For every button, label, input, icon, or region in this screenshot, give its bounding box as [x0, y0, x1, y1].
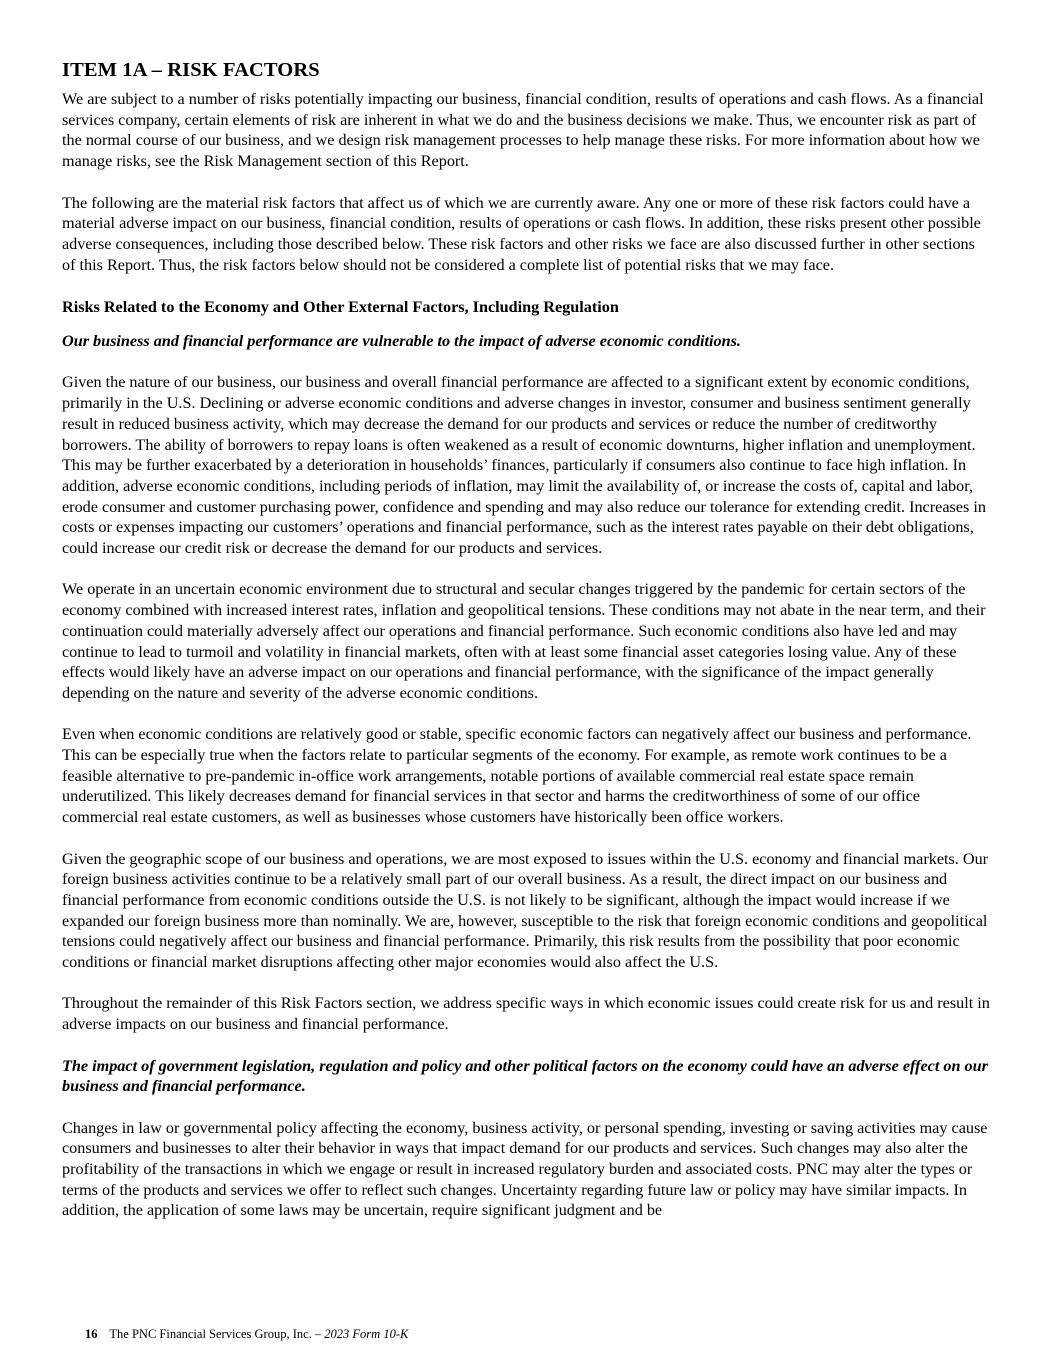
- risk-heading-government: The impact of government legislation, regulation and policy and other political factors on the economy could have an adverse effect on our business and financial performance.: [62, 1056, 988, 1096]
- risk-heading-economic: Our business and financial performance are vulnerable to the impact of adverse economic conditions.: [62, 332, 741, 351]
- footer-form: 2023 Form 10-K: [324, 1327, 409, 1341]
- risk2-paragraph-1: Changes in law or governmental policy affecting the economy, business activity, or personal spending, investing or saving activities may cause consumers and businesses to alter their behavior in ways that impact demand for our products and services. Such changes may also alter the profitability of the transactions in which we engage or result in increased regulatory burden and associated costs. PNC may alter the types or terms of the products and services we offer to reflect such changes. Uncertainty regarding future law or policy may have similar impacts. In addition, the application of some laws may be uncertain, require significant judgment and be: [62, 1118, 988, 1220]
- section-heading: Risks Related to the Economy and Other External Factors, Including Regulation: [62, 298, 619, 317]
- intro-paragraph-2: The following are the material risk factors that affect us of which we are currently aware. Any one or more of these risk factors could have a material adverse impact on our business, financial condition, results of operations or cash flows. In addition, these risks present other possible adverse consequences, including those described below. These risk factors and other risks we face are also discussed further in other sections of this Report. Thus, the risk factors below should not be considered a complete list of potential risks that we may face.: [62, 193, 981, 274]
- page-number: 16: [85, 1327, 98, 1341]
- intro-paragraph-1: We are subject to a number of risks potentially impacting our business, financial condition, results of operations and cash flows. As a financial services company, certain elements of risk are inherent in what we do and the business decisions we make. Thus, we encounter risk as part of the normal course of our business, and we design risk management processes to help manage these risks. For more information about how we manage risks, see the Risk Management section of this Report.: [62, 90, 984, 171]
- document-page: [62, 57, 992, 1221]
- risk1-paragraph-4: Given the geographic scope of our business and operations, we are most exposed to issues within the U.S. economy and financial markets. Our foreign business activities continue to be a relatively small part of our overall business. As a result, the direct impact on our business and financial performance from economic conditions outside the U.S. is not likely to be significant, although the impact would increase if we expanded our foreign business more than nominally. We are, however, susceptible to the risk that foreign economic conditions and geopolitical tensions could negatively affect our business and financial performance. Primarily, this risk results from the possibility that poor economic conditions or financial market disruptions affecting other major economies would also affect the U.S.: [62, 849, 989, 972]
- risk1-paragraph-3: Even when economic conditions are relatively good or stable, specific economic factors can negatively affect our business and performance. This can be especially true when the factors relate to particular segments of the economy. For example, as remote work continues to be a feasible alternative to pre-pandemic in-office work arrangements, notable portions of available commercial real estate space remain underutilized. This likely decreases demand for financial services in that sector and harms the creditworthiness of some of our office commercial real estate customers, as well as businesses whose customers have historically been office workers.: [62, 725, 972, 827]
- page-footer: [85, 1326, 408, 1342]
- item-heading: ITEM 1A – RISK FACTORS: [62, 59, 320, 81]
- risk1-paragraph-1: Given the nature of our business, our business and overall financial performance are affected to a significant extent by economic conditions, primarily in the U.S. Declining or adverse economic conditions and adverse changes in investor, consumer and business sentiment generally result in reduced business activity, which may decrease the demand for our products and services or reduce the number of creditworthy borrowers. The ability of borrowers to repay loans is often weakened as a result of economic downturns, higher inflation and unemployment. This may be further exacerbated by a deterioration in households’ finances, particularly if consumers also continue to face high inflation. In addition, adverse economic conditions, including periods of inflation, may limit the availability of, or increase the costs of, capital and labor, erode consumer and customer purchasing power, confidence and spending and may also reduce our tolerance for extending credit. Increases in costs or expenses impacting our customers’ operations and financial performance, such as the interest rates payable on their debt obligations, could increase our credit risk or decrease the demand for our products and services.: [62, 373, 986, 558]
- risk1-paragraph-2: We operate in an uncertain economic environment due to structural and secular changes triggered by the pandemic for certain sectors of the economy combined with increased interest rates, inflation and geopolitical tensions. These conditions may not abate in the near term, and their continuation could materially adversely affect our operations and financial performance. Such economic conditions also have led and may continue to lead to turmoil and volatility in financial markets, often with at least some financial asset categories losing value. Any of these effects would likely have an adverse impact on our operations and financial performance, with the significance of the impact generally depending on the nature and severity of the adverse economic conditions.: [62, 580, 986, 702]
- footer-company: The PNC Financial Services Group, Inc. –: [109, 1327, 322, 1341]
- risk1-paragraph-5: Throughout the remainder of this Risk Factors section, we address specific ways in which economic issues could create risk for us and result in adverse impacts on our business and financial performance.: [62, 994, 990, 1034]
